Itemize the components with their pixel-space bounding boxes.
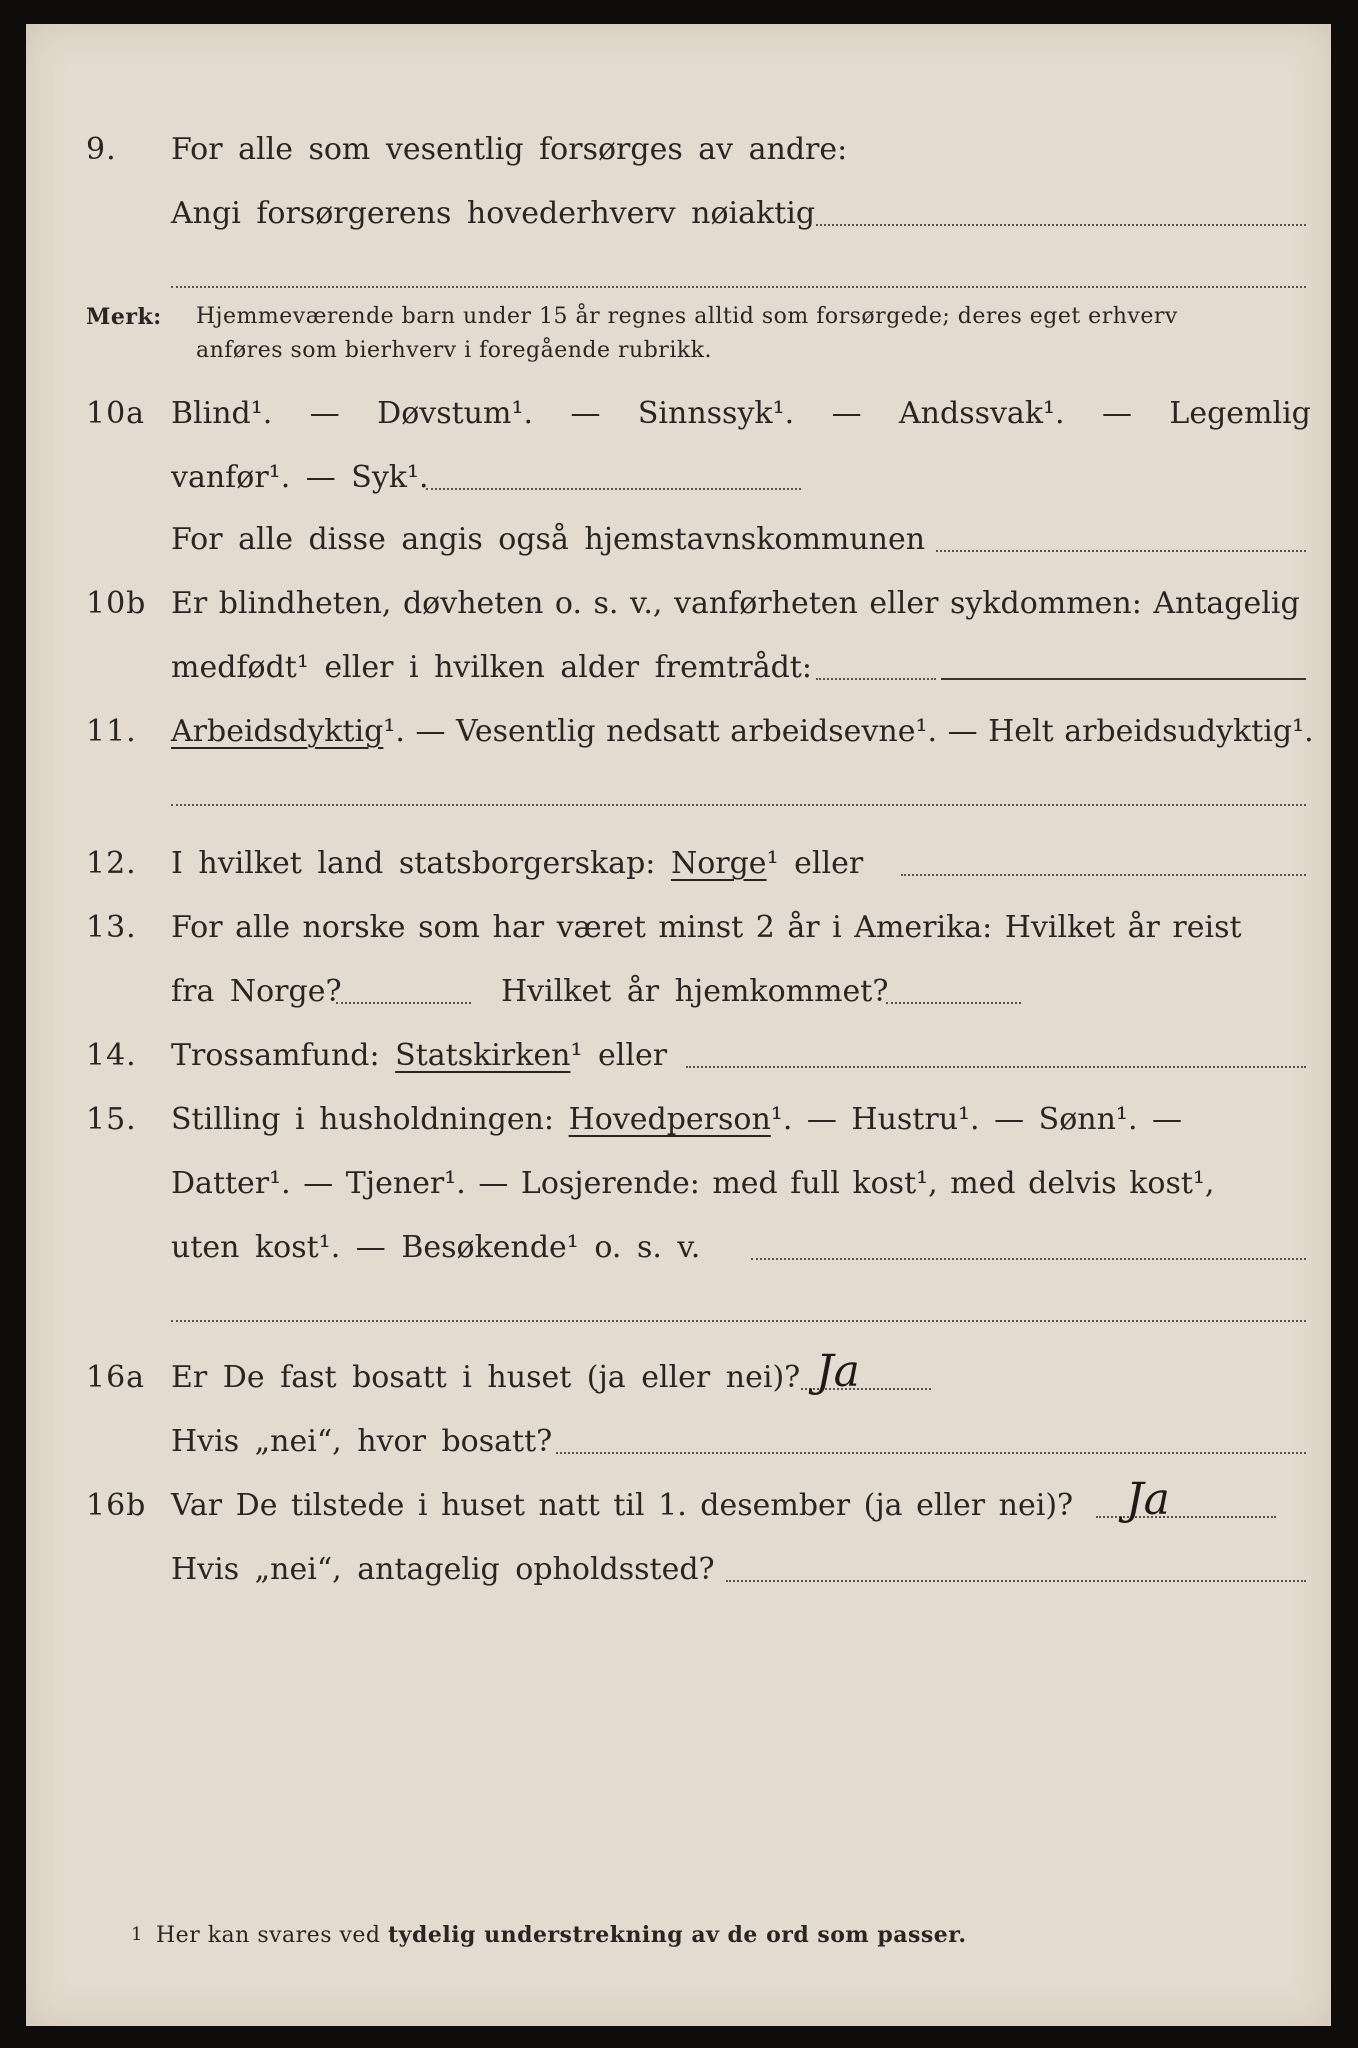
q16a-handwritten-answer: Ja (816, 1346, 860, 1397)
footnote-text (156, 1922, 967, 1948)
q10a-item: Sinnssyk¹. (637, 396, 795, 431)
q14-line (171, 1038, 667, 1073)
q9-number: 9. (86, 132, 117, 167)
q9-answer-line (816, 224, 1306, 226)
q15-underlined-answer: Hovedperson (568, 1102, 771, 1137)
q10a-item: — (309, 396, 340, 431)
q10a-line3: For alle disse angis også hjemstavnskommunen (171, 522, 926, 557)
q10a-answer-line (426, 488, 801, 490)
q11-rest: ¹. — Vesentlig nedsatt arbeidsevne¹. — Helt arbeidsudyktig¹. (383, 714, 1314, 749)
q16b-handwritten-answer: Ja (1126, 1474, 1170, 1525)
q11-answer-line (171, 804, 1306, 806)
census-form-page (26, 24, 1331, 2026)
q15-answer-line (751, 1258, 1306, 1260)
q16b-line1: Var De tilstede i huset natt til 1. desember (ja eller nei)? (171, 1488, 1074, 1523)
q10b-number: 10b (86, 586, 147, 621)
q15-number: 15. (86, 1102, 137, 1137)
q12-line (171, 846, 863, 881)
q10b-line1: Er blindheten, døvheten o. s. v., vanførheten eller sykdommen: Antagelig (171, 586, 1300, 621)
q15-answer-line-2 (171, 1320, 1306, 1322)
footnote-bold: tydelig understrekning av de ord som passer. (388, 1922, 967, 1948)
merk-label: Merk: (86, 304, 162, 330)
q15-line3: uten kost¹. — Besøkende¹ o. s. v. (171, 1230, 701, 1265)
q10a-line2: vanfør¹. — Syk¹. (171, 460, 429, 495)
q10b-answer-dots (816, 678, 936, 680)
q10a-item: — (1101, 396, 1132, 431)
q10a-item: — (831, 396, 862, 431)
q11-underlined-answer: Arbeidsdyktig (171, 714, 384, 749)
q9-line1: For alle som vesentlig forsørges av andre: (171, 132, 848, 167)
q12-answer-line (901, 874, 1306, 876)
q14-answer-line (686, 1066, 1306, 1068)
q14-underlined-answer: Statskirken (395, 1038, 571, 1073)
q14-post: ¹ eller (570, 1038, 668, 1073)
q14-number: 14. (86, 1038, 137, 1073)
q10a-hjemstavn-line (936, 550, 1306, 552)
merk-line2: anføres som bierhverv i foregående rubrikk. (196, 338, 713, 363)
q10b-answer-line (941, 678, 1306, 680)
q10a-item: Blind¹. (171, 396, 273, 431)
q11-number: 11. (86, 714, 137, 749)
q15-post: ¹. — Hustru¹. — Sønn¹. — (770, 1102, 1183, 1137)
q10b-line2: medfødt¹ eller i hvilken alder fremtrådt: (171, 650, 812, 685)
q13-line2a: fra Norge? (171, 974, 342, 1009)
q10a-item: Døvstum¹. (377, 396, 534, 431)
q10a-item: — (570, 396, 601, 431)
q13-line1: For alle norske som har været minst 2 år i Amerika: Hvilket år reist (171, 910, 1242, 945)
q13-line2b: Hvilket år hjemkommet? (501, 974, 889, 1009)
merk-line1: Hjemmeværende barn under 15 år regnes alltid som forsørgede; deres eget erhverv (196, 304, 1178, 329)
q15-line2: Datter¹. — Tjener¹. — Losjerende: med full kost¹, med delvis kost¹, (171, 1166, 1215, 1201)
q16b-answer-line (1096, 1516, 1276, 1518)
q11-line (171, 714, 1314, 749)
q10a-item: Legemlig (1169, 396, 1311, 431)
q9-answer-line-2 (171, 286, 1306, 288)
q10a-item: Andssvak¹. (899, 396, 1065, 431)
footnote-plain: Her kan svares ved (156, 1923, 381, 1948)
q14-question: Trossamfund: (171, 1038, 380, 1073)
q16b-opholdssted-line (726, 1580, 1306, 1582)
q13-hjemkommet-line (886, 1002, 1021, 1004)
q12-number: 12. (86, 846, 137, 881)
q16a-line1: Er De fast bosatt i huset (ja eller nei)? (171, 1360, 801, 1395)
q10a-line1 (171, 396, 1311, 431)
q13-number: 13. (86, 910, 137, 945)
q16b-number: 16b (86, 1488, 147, 1523)
q12-underlined-answer: Norge (670, 846, 767, 881)
q16a-number: 16a (86, 1360, 146, 1395)
q16b-line2: Hvis „nei“, antagelig opholdssted? (171, 1552, 715, 1587)
q13-reist-line (336, 1002, 471, 1004)
q16a-bosatt-line (556, 1452, 1306, 1454)
q12-post: ¹ eller (766, 846, 864, 881)
q16a-line2: Hvis „nei“, hvor bosatt? (171, 1424, 553, 1459)
q15-question: Stilling i husholdningen: (171, 1102, 555, 1137)
footnote-mark: 1 (131, 1924, 143, 1945)
q12-question: I hvilket land statsborgerskap: (171, 846, 656, 881)
q9-line2: Angi forsørgerens hovederhverv nøiaktig (171, 196, 816, 231)
q15-line1 (171, 1102, 1182, 1137)
q10a-number: 10a (86, 396, 146, 431)
